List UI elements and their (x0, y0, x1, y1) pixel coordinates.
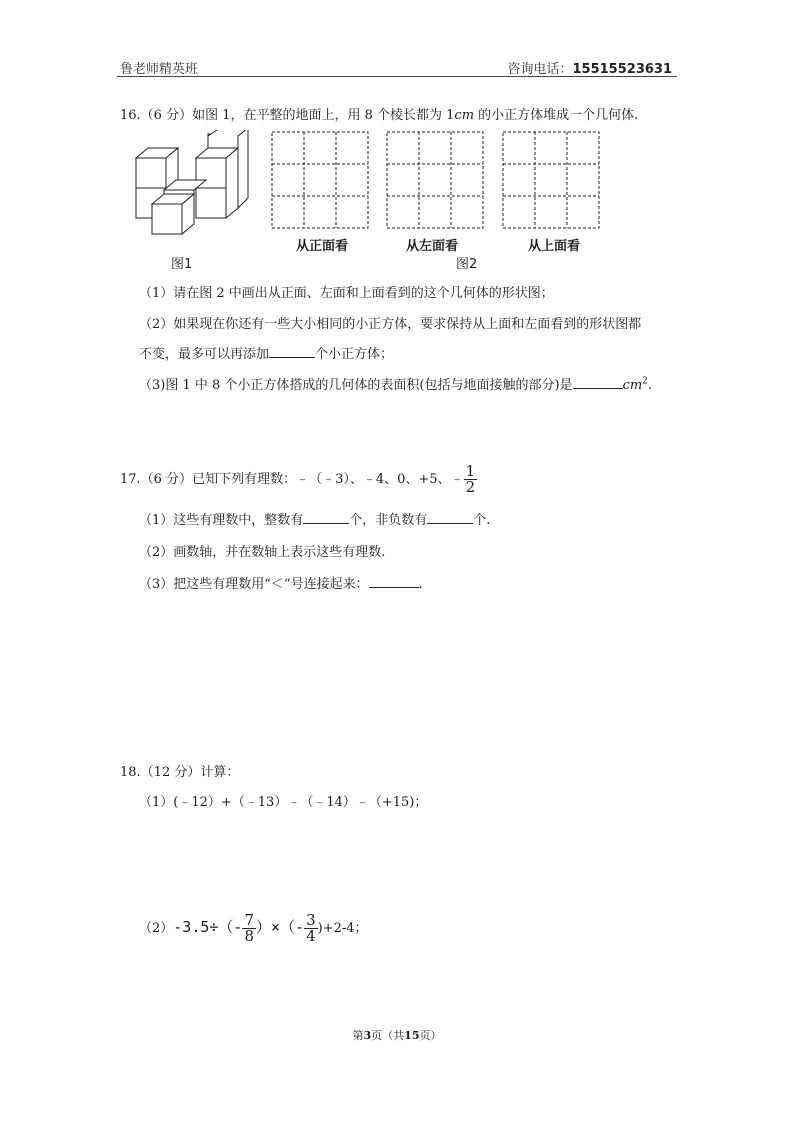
q17-fraction (464, 464, 478, 495)
q18-part2-expr-b: ）×（- (256, 918, 305, 936)
q16-part2-blank[interactable] (269, 345, 315, 358)
q18-fraction-1 (242, 913, 256, 944)
q18-part2-expr-a: -3.5÷（- (173, 918, 243, 936)
figure-1-label: 图1 (171, 257, 193, 272)
q17-integer-blank[interactable] (303, 511, 349, 524)
footer-page-number: 3 (363, 1029, 372, 1042)
q17-part3 (139, 573, 423, 592)
q18-frac1-den: 8 (244, 927, 255, 945)
q18-frac2-den: 4 (306, 927, 316, 945)
q16-part3-unit: cm (622, 378, 643, 393)
q16-part1: （1）请在图 2 中画出从正面、左面和上面看到的这个几何体的形状图； (139, 286, 554, 301)
q16-part3-end: . (647, 378, 653, 393)
q17-frac-num: 1 (465, 462, 476, 480)
q17-part3-end: . (418, 577, 423, 592)
q18-part2-label: （2） (139, 921, 174, 936)
q16-stem-text: 16.（6 分）如图 1，在平整的地面上，用 8 个棱长都为 1 (120, 108, 455, 123)
q18-frac2-num: 3 (306, 911, 316, 929)
q16-part3-sup: 2 (642, 376, 648, 387)
q17-part3-blank[interactable] (369, 575, 419, 588)
q18-frac1-num: 7 (244, 911, 255, 929)
header-title: 鲁老师精英班 (120, 62, 199, 77)
footer-total-pages: 15 (404, 1029, 420, 1042)
q16-stem (120, 104, 638, 123)
q16-part3 (139, 374, 652, 393)
q17-stem-text: 17.（6 分）已知下列有理数：﹣（﹣3）、﹣4、0、+5、﹣ (120, 472, 464, 487)
q17-frac-den: 2 (465, 478, 476, 496)
q16-stem-unit: cm (454, 108, 475, 123)
caption-front-view: 从正面看 (296, 239, 349, 254)
q16-part2-text-end: 个小正方体； (315, 347, 394, 362)
figure-2-label: 图2 (456, 257, 478, 272)
q17-part1-mid: 个，非负数有 (349, 513, 428, 528)
q18-part1: （1）(﹣12）+（﹣13）﹣（﹣14）﹣（+15)； (139, 795, 428, 810)
q17-stem (120, 464, 477, 495)
header-contact (507, 58, 672, 77)
grid-left-view (386, 131, 484, 229)
q16-part3-blank[interactable] (573, 376, 623, 389)
footer-text-a: 第 (352, 1029, 364, 1042)
grid-front-view (271, 131, 369, 229)
q18-part2 (139, 913, 368, 944)
q17-part1-end: 个. (473, 513, 491, 528)
q18-part2-expr-c: )+2-4； (317, 921, 368, 936)
q17-part2: （2）画数轴，并在数轴上表示这些有理数. (139, 545, 386, 560)
q17-part1 (139, 509, 490, 528)
footer-text-b: 页（共 (371, 1029, 405, 1042)
q17-part1-text: （1）这些有理数中，整数有 (139, 513, 304, 528)
q16-stem-text-end: 的小正方体堆成一个几何体. (474, 108, 639, 123)
q17-part3-text: （3）把这些有理数用“＜“号连接起来： (139, 577, 369, 592)
contact-label: 咨询电话： (507, 62, 573, 77)
page-footer (0, 1027, 794, 1043)
q16-part2-line1: （2）如果现在你还有一些大小相同的小正方体，要求保持从上面和左面看到的形状图都 (139, 317, 642, 332)
q18-fraction-2 (304, 913, 318, 944)
contact-phone: 15515523631 (572, 62, 672, 77)
q18-stem: 18.（12 分）计算： (120, 765, 240, 780)
footer-text-c: 页） (419, 1029, 442, 1042)
header-divider (117, 76, 677, 77)
caption-top-view: 从上面看 (528, 239, 581, 254)
q16-part2-text: 不变，最多可以再添加 (139, 347, 270, 362)
q17-nonneg-blank[interactable] (427, 511, 473, 524)
caption-left-view: 从左面看 (406, 239, 459, 254)
q16-part3-text: （3)图 1 中 8 个小正方体搭成的几何体的表面积(包括与地面接触的部分)是 (139, 378, 573, 393)
figure-1-cube-stack (134, 130, 270, 240)
q16-part2-line2 (139, 343, 393, 362)
grid-top-view (502, 131, 600, 229)
